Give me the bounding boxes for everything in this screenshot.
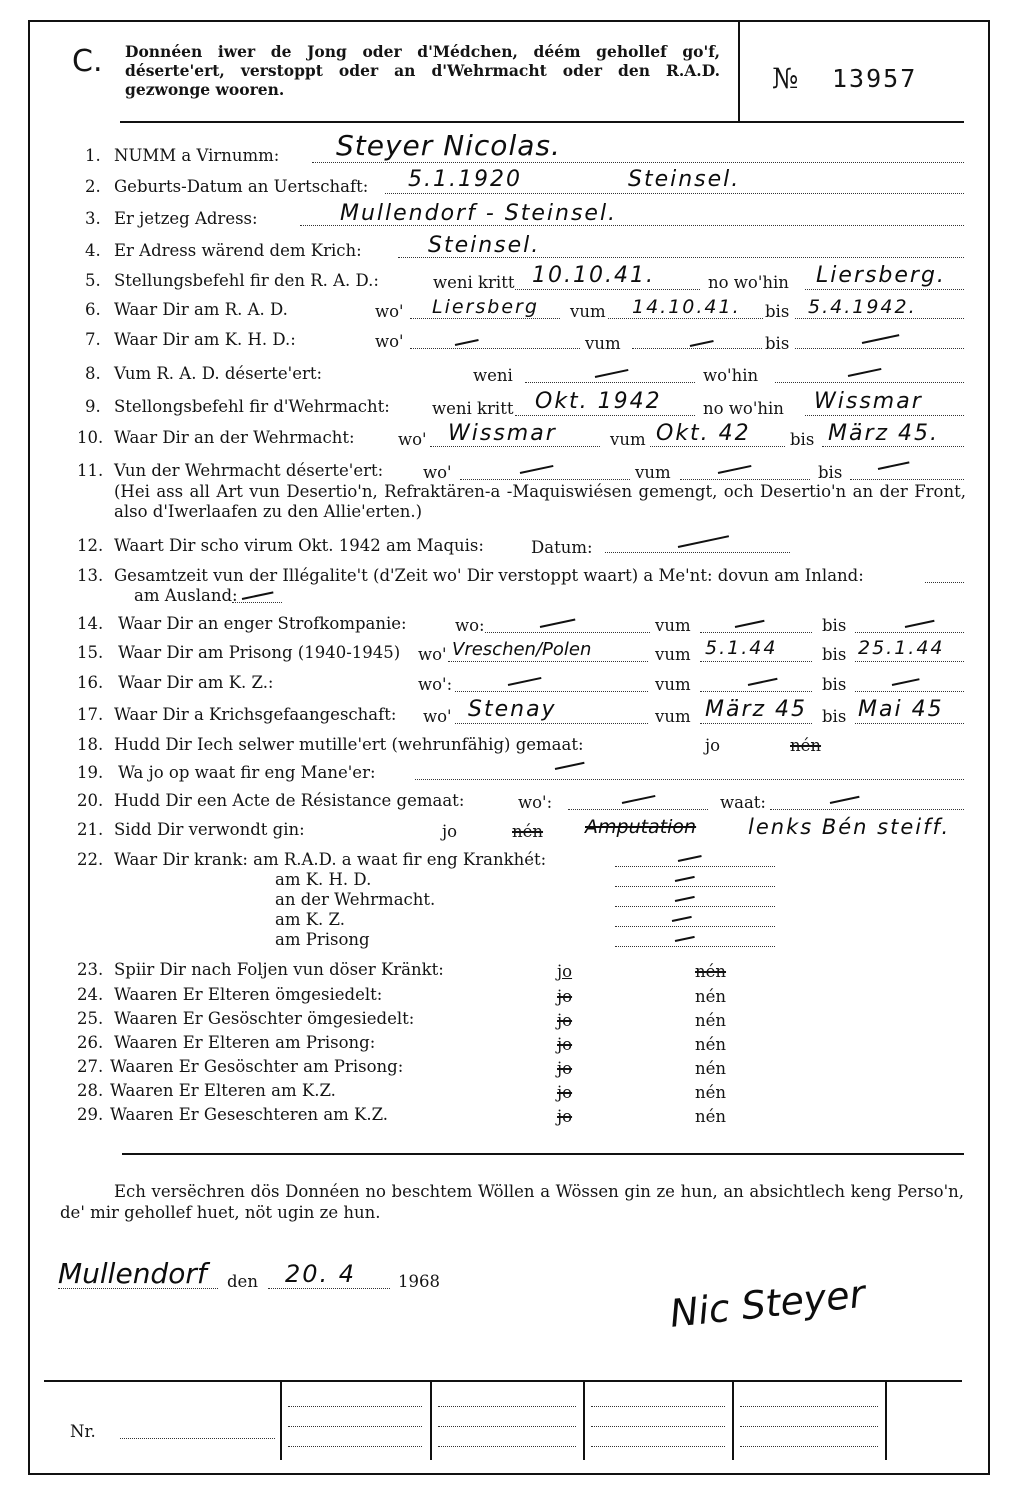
row-number: 3. — [85, 209, 101, 228]
field-key: jo — [557, 987, 573, 1006]
row-label: Hudd Dir een Acte de Résistance gemaat: — [114, 791, 465, 810]
dotted-line — [822, 446, 964, 447]
row-label: Waar Dir am R. A. D. — [114, 300, 288, 319]
row-number: 5. — [85, 271, 101, 290]
field-key: vum — [610, 430, 646, 449]
field-key: Datum: — [531, 538, 593, 557]
field-key: vum — [655, 707, 691, 726]
row-label: Spiir Dir nach Foljen vun döser Kränkt: — [114, 960, 444, 979]
row-number: 22. — [77, 850, 104, 869]
signing-date: 20. 4 — [285, 1260, 357, 1288]
dotted-line — [615, 926, 775, 927]
row-label: Waart Dir scho virum Okt. 1942 am Maquis: — [114, 536, 484, 555]
dotted-line — [700, 723, 812, 724]
field-key: jo — [557, 1107, 573, 1126]
dotted-line — [740, 1446, 878, 1447]
row-number: 10. — [77, 428, 104, 447]
row-label: Vum R. A. D. déserte'ert: — [114, 364, 323, 383]
field-key: nén — [695, 1011, 727, 1030]
field-key: wo'hin — [703, 366, 759, 385]
row-label: Waaren Er Gesöschter am Prisong: — [110, 1057, 404, 1076]
dotted-line — [605, 552, 790, 553]
row-number: 2. — [85, 177, 101, 196]
row-label: Waar Dir krank: am R.A.D. a waat fir eng Krankhét: — [114, 850, 547, 869]
field-key: bis — [822, 707, 847, 726]
dotted-line — [805, 289, 964, 290]
footer-col-divider — [732, 1380, 734, 1460]
row-label: Waaren Er Geseschteren am K.Z. — [110, 1105, 389, 1124]
dotted-line — [385, 193, 964, 194]
field-key: vum — [570, 302, 606, 321]
dotted-line — [591, 1426, 725, 1427]
row-label: Er jetzeg Adress: — [114, 209, 258, 228]
dotted-line — [568, 809, 708, 810]
field-key: bis — [822, 616, 847, 635]
signature: Nic Steyer — [667, 1271, 868, 1336]
row-label: Waaren Er Gesöschter ömgesiedelt: — [114, 1009, 415, 1028]
field-key: bis — [822, 675, 847, 694]
dotted-line — [700, 691, 812, 692]
dotted-line — [485, 632, 650, 633]
handwritten-value: 10.10.41. — [532, 263, 655, 288]
field-key: wo' — [375, 332, 404, 351]
field-key: jo — [705, 736, 721, 755]
field-key: vum — [655, 675, 691, 694]
dotted-line — [232, 602, 282, 603]
field-key: nén — [695, 962, 727, 981]
dotted-line — [632, 348, 762, 349]
row-number: 11. — [77, 461, 104, 480]
nr-label: Nr. — [70, 1422, 96, 1441]
row-note: (Hei ass all Art vun Desertio'n, Refraktären-a -Maquiswiésen gemengt, och Desertio'n an der Front, also d'Iwerlaafen zu den Allie'erten.) — [114, 482, 966, 521]
row-label: Waar Dir am Prisong (1940-1945) — [118, 643, 401, 662]
section-letter: C. — [72, 44, 103, 79]
dotted-line — [455, 723, 648, 724]
handwritten-war-address: Steinsel. — [428, 233, 541, 258]
dotted-line — [58, 1288, 218, 1289]
field-key: bis — [822, 645, 847, 664]
dotted-line — [850, 479, 964, 480]
row-number: 18. — [77, 735, 104, 754]
row-label: Waar Dir am K. Z.: — [118, 673, 274, 692]
row-number: 21. — [77, 820, 104, 839]
dotted-line — [515, 415, 695, 416]
row-number: 19. — [77, 763, 104, 782]
handwritten-value: Amputation — [585, 816, 697, 838]
handwritten-value: März 45 — [705, 697, 808, 722]
row-number: 8. — [85, 364, 101, 383]
handwritten-birthdate: 5.1.1920 — [408, 167, 522, 192]
field-key: nén — [695, 1035, 727, 1054]
handwritten-value: 5.4.1942. — [808, 296, 917, 318]
dotted-line — [855, 691, 964, 692]
dotted-line — [615, 906, 775, 907]
dotted-line — [740, 1406, 878, 1407]
field-key: no wo'hin — [703, 399, 784, 418]
field-key: nén — [695, 1059, 727, 1078]
field-key: vum — [585, 334, 621, 353]
field-key: weni — [473, 366, 513, 385]
dotted-line — [455, 691, 648, 692]
row-label: Gesamtzeit vun der Illégalite't (d'Zeit wo' Dir verstoppt waart) a Me'nt: dovun am Inland: — [114, 566, 864, 585]
handwritten-value: 25.1.44 — [858, 637, 945, 659]
field-key: wo' — [418, 645, 447, 664]
field-key: weni kritt — [433, 273, 515, 292]
field-key: nén — [695, 1107, 727, 1126]
field-key: wo': — [518, 793, 553, 812]
row-label: Vun der Wehrmacht déserte'ert: — [114, 461, 384, 480]
footer-col-divider — [280, 1380, 282, 1460]
den-label: den — [227, 1272, 258, 1291]
row-number: 13. — [77, 566, 104, 585]
handwritten-value: Stenay — [468, 697, 557, 722]
dotted-line — [680, 479, 810, 480]
handwritten-value: lenks Bén steiff. — [748, 815, 951, 839]
row-number: 26. — [77, 1033, 104, 1052]
number-symbol: № — [772, 62, 799, 95]
field-key: vum — [655, 645, 691, 664]
dotted-line — [795, 348, 964, 349]
field-key: vum — [635, 463, 671, 482]
field-key: bis — [790, 430, 815, 449]
row-label: Geburts-Datum an Uertschaft: — [114, 177, 369, 196]
row-label: Waar Dir a Krichsgefaangeschaft: — [114, 705, 397, 724]
dotted-line — [650, 446, 785, 447]
row-number: 27. — [77, 1057, 104, 1076]
dotted-line — [415, 779, 964, 780]
row-number: 16. — [77, 673, 104, 692]
field-key: jo — [442, 822, 458, 841]
form-title: Donnéen iwer de Jong oder d'Médchen, déém gehollef go'f, déserte'ert, verstoppt oder an d'Wehrmacht oder den R.A.D. gezwonge wooren. — [125, 42, 720, 99]
sub-item: am K. Z. — [275, 910, 345, 929]
row-label: Waaren Er Elteren ömgesiedelt: — [114, 985, 383, 1004]
field-key: nén — [695, 987, 727, 1006]
field-key: wo: — [455, 616, 485, 635]
signing-year: 1968 — [398, 1272, 440, 1291]
dotted-line — [925, 582, 964, 583]
dotted-line — [438, 1406, 576, 1407]
field-key: jo — [557, 1011, 573, 1030]
header-rule — [120, 121, 964, 123]
row-label: Er Adress wärend dem Krich: — [114, 241, 362, 260]
dotted-line — [700, 632, 812, 633]
row-number: 23. — [77, 960, 104, 979]
footer-rule-top — [44, 1380, 962, 1382]
dotted-line — [525, 382, 695, 383]
row-number: 24. — [77, 985, 104, 1004]
row-number: 28. — [77, 1081, 104, 1100]
field-key: am Ausland: — [134, 586, 238, 605]
dotted-line — [120, 1438, 275, 1439]
field-key: wo' — [423, 463, 452, 482]
field-key: jo — [557, 1059, 573, 1078]
handwritten-value: Vreschen/Polen — [452, 639, 592, 660]
row-number: 29. — [77, 1105, 104, 1124]
handwritten-value: Liersberg. — [816, 263, 946, 288]
dotted-line — [615, 886, 775, 887]
row-number: 20. — [77, 791, 104, 810]
footer-col-divider — [885, 1380, 887, 1460]
dotted-line — [515, 289, 700, 290]
row-label: Wa jo op waat fir eng Mane'er: — [118, 763, 376, 782]
row-label: Waaren Er Elteren am Prisong: — [114, 1033, 376, 1052]
dotted-line — [288, 1446, 422, 1447]
dotted-line — [312, 162, 964, 163]
field-key: wo': — [418, 675, 453, 694]
row-label: NUMM a Virnumm: — [114, 146, 280, 165]
handwritten-value: 5.1.44 — [705, 637, 778, 659]
handwritten-value: Wissmar — [448, 421, 557, 446]
header-divider — [738, 22, 740, 122]
field-key: nén — [512, 822, 544, 841]
field-key: no wo'hin — [708, 273, 789, 292]
field-key: weni kritt — [432, 399, 514, 418]
row-number: 14. — [77, 614, 104, 633]
declaration-text: Ech versëchren dös Donnéen no beschtem Wöllen a Wössen gin ze hun, an absichtlech keng Perso'n, de' mir gehollef huet, nöt ugin ze hun. — [60, 1182, 964, 1222]
row-number: 6. — [85, 300, 101, 319]
footer-col-divider — [430, 1380, 432, 1460]
field-key: bis — [765, 334, 790, 353]
dotted-line — [740, 1426, 878, 1427]
dotted-line — [770, 809, 964, 810]
row-number: 25. — [77, 1009, 104, 1028]
dotted-line — [855, 632, 964, 633]
field-key: wo' — [375, 302, 404, 321]
dotted-line — [855, 723, 964, 724]
field-key: wo' — [398, 430, 427, 449]
sub-item: am K. H. D. — [275, 870, 372, 889]
field-key: jo — [557, 962, 573, 981]
field-key: bis — [765, 302, 790, 321]
dotted-line — [591, 1446, 725, 1447]
dotted-line — [855, 661, 964, 662]
handwritten-value: März 45. — [828, 421, 940, 446]
field-key: jo — [557, 1035, 573, 1054]
dotted-line — [288, 1406, 422, 1407]
row-label: Sidd Dir verwondt gin: — [114, 820, 305, 839]
row-number: 4. — [85, 241, 101, 260]
handwritten-value: 14.10.41. — [632, 296, 741, 318]
form-number: 13957 — [832, 64, 918, 93]
field-key: bis — [818, 463, 843, 482]
signing-place: Mullendorf — [58, 1257, 207, 1290]
dotted-line — [438, 1426, 576, 1427]
row-label: Waar Dir an enger Strofkompanie: — [118, 614, 407, 633]
sub-item: am Prisong — [275, 930, 370, 949]
sub-item: an der Wehrmacht. — [275, 890, 436, 909]
dotted-line — [410, 348, 580, 349]
dotted-line — [700, 661, 812, 662]
row-label: Stellongsbefehl fir d'Wehrmacht: — [114, 397, 390, 416]
field-key: wo' — [423, 707, 452, 726]
handwritten-value: Wissmar — [814, 389, 923, 414]
field-key: jo — [557, 1083, 573, 1102]
field-key: waat: — [720, 793, 766, 812]
row-number: 12. — [77, 536, 104, 555]
dotted-line — [268, 1288, 390, 1289]
handwritten-birthplace: Steinsel. — [628, 167, 741, 192]
row-number: 15. — [77, 643, 104, 662]
row-number: 1. — [85, 146, 101, 165]
field-key: nén — [790, 736, 822, 755]
row-label: Hudd Dir Iech selwer mutille'ert (wehrunfähig) gemaat: — [114, 735, 584, 754]
footer-col-divider — [583, 1380, 585, 1460]
section-rule — [122, 1153, 964, 1155]
dotted-line — [615, 946, 775, 947]
handwritten-value: Mai 45 — [858, 697, 944, 722]
dotted-line — [591, 1406, 725, 1407]
dotted-line — [288, 1426, 422, 1427]
handwritten-value: Liersberg — [432, 296, 539, 318]
dotted-line — [430, 446, 600, 447]
dotted-line — [438, 1446, 576, 1447]
handwritten-value: Okt. 42 — [656, 421, 751, 446]
handwritten-value: Okt. 1942 — [535, 389, 662, 414]
handwritten-name: Steyer Nicolas. — [336, 129, 561, 162]
row-number: 17. — [77, 705, 104, 724]
row-label: Waar Dir an der Wehrmacht: — [114, 428, 355, 447]
row-number: 7. — [85, 330, 101, 349]
dotted-line — [460, 479, 630, 480]
dotted-line — [805, 415, 964, 416]
field-key: vum — [655, 616, 691, 635]
field-key: nén — [695, 1083, 727, 1102]
dotted-line — [775, 382, 964, 383]
row-label: Waaren Er Elteren am K.Z. — [110, 1081, 336, 1100]
dotted-line — [615, 866, 775, 867]
row-number: 9. — [85, 397, 101, 416]
handwritten-address: Mullendorf - Steinsel. — [340, 201, 618, 226]
row-label: Waar Dir am K. H. D.: — [114, 330, 296, 349]
row-label: Stellungsbefehl fir den R. A. D.: — [114, 271, 379, 290]
